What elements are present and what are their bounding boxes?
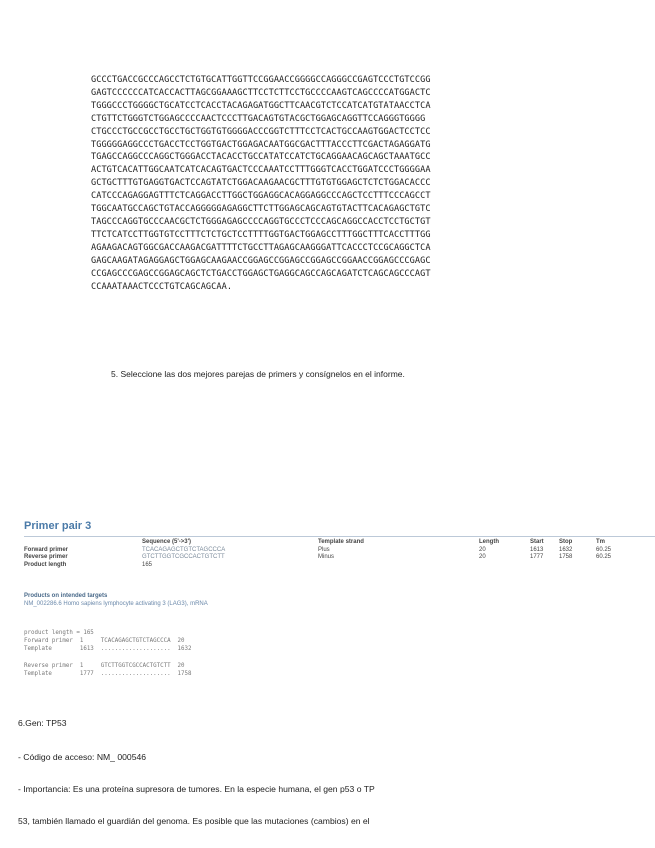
alignment-line: Template 1777 .................... 1758 (24, 671, 192, 677)
alignment-line: Reverse primer 1 GTCTTGGTCGCCACTGTCTT 20 (24, 662, 185, 669)
sequence-line: CTGCCCTGCCGCCTGCCTGCTGGTGTGGGGACCCGGTCTTTCCTCACTGCCAAGTGGACTCCTCC (91, 126, 431, 137)
primer-table (24, 539, 655, 569)
row-label: Forward primer (24, 546, 69, 553)
alignment-line: product length = 165 (24, 630, 94, 636)
alignment-line (24, 654, 192, 662)
sequence-line: ACTGTCACATTGGCAATCATCACAGTGACTCCCAAATCCTTTGGGTCACCTGGATCCCTGGGGAA (91, 165, 431, 176)
header-start: Start (530, 539, 544, 545)
primer-tm: 60.25 (596, 554, 612, 560)
header-length: Length (479, 539, 499, 545)
importance-line-1: - Importancia: Es una proteína supresora de tumores. En la especie humana, el gen p53 o TP (18, 784, 375, 794)
sequence-line: TAGCCCAGGTGCCCAACGCTCTGGGAGAGCCCCAGGTGCCCTCCCAGCAGGCCACCTCCTGCTGT (91, 216, 431, 227)
row-label: Reverse primer (24, 554, 68, 560)
sequence-line: AGAAGACAGTGGCGACCAAGACGATTTTCTGCCTTAGAGCAAGGGATTCACCCTCCGCAGGCTCA (91, 242, 431, 253)
primer-sequence: TCACAGAGCTGTCTAGCCCA (142, 546, 226, 553)
product-target-link[interactable]: NM_002286.6 Homo sapiens lymphocyte activating 3 (LAG3), mRNA (24, 601, 208, 607)
row-label: Product length (24, 561, 67, 568)
sequence-line: CTGTTCTGGGTCTGGAGCCCCAACTCCCTTGACAGTGTACGCTGGAGCAGGTTCCAGGGTGGGG (91, 113, 426, 124)
sequence-line: GAGTCCCCCCATCACCACTTAGCGGAAAGCTTCCTCTTCCTGCCCCAAGTCAGCCCCATGGACTC (91, 87, 431, 98)
sequence-line: TGGGCCCTGGGGCTGCATCCTCACCTACAGAGATGGCTTCAACGTCTCCATCATGTATAACCTCA (91, 100, 431, 111)
primer-length: 20 (479, 554, 486, 560)
accession-line: - Código de acceso: NM_ 000546 (18, 752, 147, 762)
primer-table-header (24, 539, 655, 547)
template-strand: Plus (318, 546, 330, 553)
primer-stop: 1758 (559, 554, 573, 560)
gene-title: 6.Gen: TP53 (18, 718, 67, 728)
product-length-row (24, 562, 655, 570)
alignment-line: Forward primer 1 TCACAGAGCTGTCTAGCCCA 20 (24, 638, 185, 645)
header-sequence: Sequence (5'->3') (142, 539, 192, 545)
product-length-value: 165 (142, 561, 153, 568)
alignment-block (24, 629, 192, 678)
question-5: 5. Seleccione las dos mejores parejas de primers y consígnelos en el informe. (111, 369, 405, 379)
importance-line-2: 53, también llamado el guardián del genoma. Es posible que las mutaciones (cambios) en el (18, 816, 370, 826)
sequence-line: CCAAATAAACTCCCTGTCAGCAGCAA. (91, 281, 233, 292)
sequence-block (91, 74, 431, 293)
sequence-line: TGGGGGAGGCCCTGACCTCCTGGTGACTGGAGACAATGGCGACTTTACCCTTCGACTAGAGGATG (91, 139, 431, 150)
products-heading: Products on intended targets (24, 593, 108, 599)
forward-primer-row (24, 547, 655, 555)
primer-pair-title: Primer pair 3 (24, 520, 92, 532)
sequence-line: GAGCAAGATAGAGGAGCTGGAGCAAGAACCGGAGCCGGAGCCGGAGCCGGAACCGGAGCCCGAGC (91, 255, 431, 266)
header-stop: Stop (559, 539, 573, 545)
template-strand: Minus (318, 554, 335, 560)
sequence-line: TGAGCCAGGCCCAGGCTGGGACCTACACCTGCCATATCCATCTGCAGGAACAGCAGCTAAATGCC (91, 152, 431, 163)
sequence-line: TTCTCATCCTTGGTGTCCTTTCTCTGCTCCTTTTGGTGACTGGAGCCTTTGGCTTTCACCTTTGG (91, 229, 431, 240)
reverse-primer-row (24, 554, 655, 562)
sequence-line: TGGCAATGCCAGCTGTACCAGGGGGAGAGGCTTCTTGGAGCAGCAGTGTACTTCACAGAGCTGTC (91, 204, 431, 215)
sequence-line: GCCCTGACCGCCCAGCCTCTGTGCATTGGTTCCGGAACCGGGGCCAGGGCCGAGTCCCTGTCCGG (91, 75, 431, 85)
primer-stop: 1632 (559, 546, 573, 553)
primer-start: 1613 (530, 546, 544, 553)
primer-start: 1777 (530, 554, 544, 560)
sequence-line: CCGAGCCCGAGCCGGAGCAGCTCTGACCTGGAGCTGAGGCAGCCAGCAGATCTCAGCAGCCCAGT (91, 268, 431, 279)
sequence-line: GCTGCTTTGTGAGGTGACTCCAGTATCTGGACAAGAACGCTTTGTGTGGAGCTCTCTGGACACCC (91, 178, 431, 189)
primer-length: 20 (479, 546, 486, 553)
primer-tm: 60.25 (596, 546, 612, 553)
header-strand: Template strand (318, 539, 364, 545)
alignment-line: Template 1613 .................... 1632 (24, 646, 192, 653)
header-tm: Tm (596, 539, 605, 545)
primer-pair-divider (24, 536, 655, 537)
primer-sequence: GTCTTGGTCGCCACTGTCTT (142, 554, 225, 560)
sequence-line: CATCCCAGAGGAGTTTCTCAGGACCTTGGCTGGAGGCACAGGAGGCCCAGCTCCTTTCCCAGCCT (91, 191, 431, 202)
